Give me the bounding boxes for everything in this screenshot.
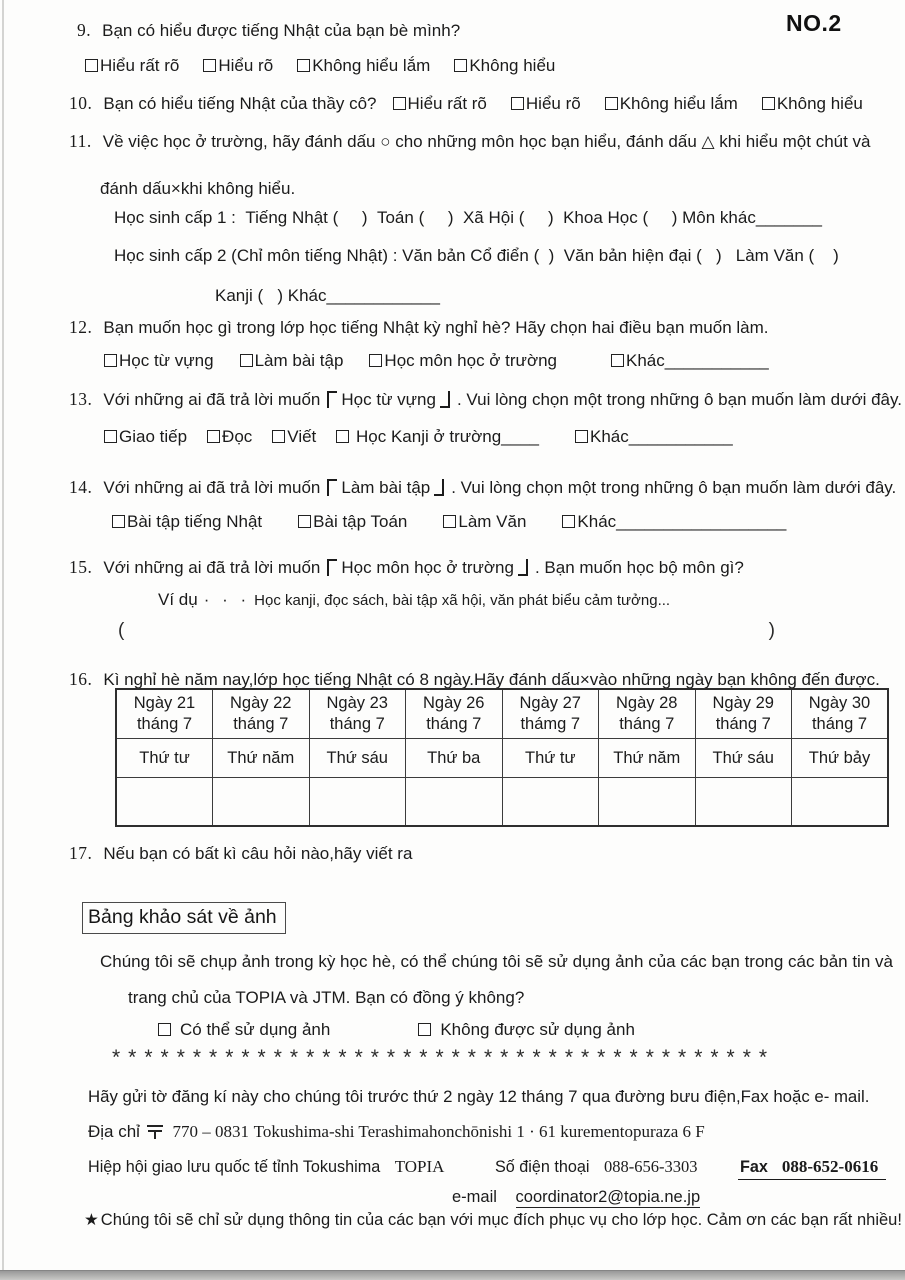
address-label: Địa chỉ bbox=[88, 1122, 140, 1141]
photo-survey-options bbox=[158, 1020, 635, 1040]
schedule-date-cell: Ngày 27 thámg 7 bbox=[502, 689, 599, 739]
street-address: Tokushima-shi Terashimahonchōnishi 1 · 61 kurementopuraza 6 F bbox=[253, 1122, 705, 1141]
question-16-number: 16. bbox=[69, 669, 93, 689]
schedule-mark-cell[interactable] bbox=[309, 778, 406, 827]
organization-name: Hiệp hội giao lưu quốc tế tỉnh Tokushima bbox=[88, 1158, 381, 1176]
example-label: Ví dụ bbox=[158, 590, 198, 609]
question-12-number: 12. bbox=[69, 317, 93, 337]
schedule-date-cell: Ngày 26 tháng 7 bbox=[406, 689, 503, 739]
checkbox-icon[interactable] bbox=[298, 515, 311, 528]
checkbox-label: Hiểu rõ bbox=[525, 94, 581, 113]
question-13-quoted: Học từ vựng bbox=[341, 390, 436, 409]
question-15-text: Với những ai đã trả lời muốn bbox=[103, 558, 321, 577]
star-icon: ★ bbox=[84, 1211, 99, 1229]
submission-text: Hãy gửi tờ đăng kí này cho chúng tôi trước thứ 2 ngày 12 tháng 7 qua đường bưu điện,Fax hoặc e- mail. bbox=[88, 1087, 870, 1106]
question-14-quoted: Làm bài tập bbox=[341, 478, 431, 497]
schedule-mark-cell[interactable] bbox=[406, 778, 503, 827]
question-11-grade1-row[interactable] bbox=[114, 208, 822, 228]
paren-open: ( bbox=[118, 620, 125, 641]
question-9-text: Bạn có hiểu được tiếng Nhật của bạn bè mình? bbox=[102, 21, 461, 40]
question-10-number: 10. bbox=[69, 93, 93, 113]
checkbox-option[interactable] bbox=[575, 427, 733, 447]
question-16-text: Kì nghỉ hè năm nay,lớp học tiếng Nhật có 8 ngày.Hãy đánh dấu×vào những ngày bạn không đến được. bbox=[103, 670, 880, 689]
page-number-label: NO.2 bbox=[786, 10, 842, 36]
schedule-mark-cell[interactable] bbox=[695, 778, 792, 827]
question-13-number: 13. bbox=[69, 389, 93, 409]
asterisk-divider: ***************************************** bbox=[112, 1046, 776, 1069]
submission-instructions bbox=[88, 1087, 869, 1107]
photo-survey-title-box bbox=[82, 902, 286, 934]
checkbox-icon[interactable] bbox=[511, 97, 524, 110]
phone-number: 088-656-3303 bbox=[603, 1157, 698, 1176]
privacy-note bbox=[84, 1210, 902, 1230]
schedule-mark-cell[interactable] bbox=[116, 778, 213, 827]
checkbox-option[interactable] bbox=[336, 427, 539, 447]
schedule-date-cell: Ngày 30 tháng 7 bbox=[792, 689, 889, 739]
schedule-day-cell: Thứ bảy bbox=[792, 739, 889, 778]
checkbox-icon[interactable] bbox=[369, 354, 382, 367]
checkbox-label: Giao tiếp bbox=[119, 427, 188, 446]
ellipsis-dots-icon: · · · bbox=[203, 590, 251, 609]
checkbox-icon[interactable] bbox=[562, 515, 575, 528]
schedule-table bbox=[115, 688, 889, 827]
email-line bbox=[452, 1188, 700, 1207]
checkbox-option[interactable] bbox=[443, 512, 526, 532]
organization-abbr: TOPIA bbox=[394, 1157, 445, 1176]
checkbox-label: Không hiểu lắm bbox=[619, 94, 738, 113]
checkbox-label: Làm bài tập bbox=[254, 351, 344, 370]
checkbox-option[interactable] bbox=[762, 94, 863, 113]
corner-bracket-close-icon bbox=[434, 479, 444, 496]
photo-survey-line2 bbox=[128, 988, 524, 1008]
schedule-date-row bbox=[116, 689, 888, 739]
checkbox-label: Bài tập tiếng Nhật bbox=[127, 512, 263, 531]
question-9 bbox=[77, 20, 460, 41]
schedule-day-cell: Thứ sáu bbox=[695, 739, 792, 778]
fax-number: 088-652-0616 bbox=[781, 1157, 879, 1176]
checkbox-label: Làm Văn bbox=[458, 512, 527, 531]
question-15-quoted: Học môn học ở trường bbox=[341, 558, 514, 577]
checkbox-label: Học từ vựng bbox=[119, 351, 214, 370]
question-9-number: 9. bbox=[77, 20, 92, 40]
schedule-date-cell: Ngày 29 tháng 7 bbox=[695, 689, 792, 739]
schedule-mark-cell[interactable] bbox=[213, 778, 310, 827]
checkbox-option[interactable] bbox=[562, 512, 786, 532]
checkbox-icon[interactable] bbox=[443, 515, 456, 528]
question-11-text: Về việc học ở trường, hãy đánh dấu ○ cho những môn học bạn hiểu, đánh dấu △ khi hiểu một chút và bbox=[102, 132, 871, 151]
fax-group bbox=[738, 1158, 886, 1180]
photo-survey-text2: trang chủ của TOPIA và JTM. Bạn có đồng ý không? bbox=[128, 988, 525, 1007]
question-11-line2 bbox=[100, 179, 295, 199]
example-text: Học kanji, đọc sách, bài tập xã hội, văn phát biểu cảm tưởng... bbox=[254, 592, 671, 609]
checkbox-option[interactable] bbox=[418, 1020, 635, 1040]
question-15-text-after: . Bạn muốn học bộ môn gì? bbox=[534, 558, 744, 577]
corner-bracket-open-icon bbox=[327, 391, 337, 408]
checkbox-icon[interactable] bbox=[85, 59, 98, 72]
schedule-date-cell: Ngày 22 tháng 7 bbox=[213, 689, 310, 739]
question-15-number: 15. bbox=[69, 557, 93, 577]
email-address[interactable]: coordinator2@topia.ne.jp bbox=[515, 1188, 701, 1206]
schedule-day-cell: Thứ năm bbox=[213, 739, 310, 778]
checkbox-option[interactable] bbox=[272, 427, 316, 447]
checkbox-icon[interactable] bbox=[393, 97, 406, 110]
question-16 bbox=[69, 669, 880, 690]
question-13 bbox=[69, 389, 902, 410]
schedule-mark-cell[interactable] bbox=[599, 778, 696, 827]
phone-label: Số điện thoại bbox=[494, 1158, 590, 1176]
question-17 bbox=[69, 843, 412, 864]
checkbox-icon[interactable] bbox=[297, 59, 310, 72]
checkbox-label: Khác___________ bbox=[590, 427, 733, 446]
kanji-other: Kanji ( ) Khác____________ bbox=[215, 286, 440, 305]
checkbox-icon[interactable] bbox=[272, 430, 285, 443]
checkbox-icon[interactable] bbox=[158, 1023, 171, 1036]
checkbox-label: Đọc bbox=[222, 427, 253, 446]
grade2-subjects: Học sinh cấp 2 (Chỉ môn tiếng Nhật) : Văn bản Cổ điển ( ) Văn bản hiện đại ( ) Làm Văn ( ) bbox=[114, 246, 839, 265]
checkbox-label: Bài tập Toán bbox=[313, 512, 408, 531]
corner-bracket-close-icon bbox=[518, 559, 528, 576]
checkbox-option[interactable] bbox=[511, 94, 581, 113]
organization-line bbox=[88, 1157, 886, 1177]
schedule-day-cell: Thứ ba bbox=[406, 739, 503, 778]
checkbox-option[interactable] bbox=[240, 351, 344, 371]
postal-code: 770 – 0831 bbox=[172, 1122, 249, 1141]
checkbox-option[interactable] bbox=[203, 56, 273, 76]
checkbox-option[interactable] bbox=[369, 351, 557, 371]
photo-survey-title: Bảng khảo sát về ảnh bbox=[88, 906, 277, 928]
paren-close: ) bbox=[768, 620, 775, 641]
checkbox-icon[interactable] bbox=[207, 430, 220, 443]
checkbox-option[interactable] bbox=[611, 351, 769, 371]
checkbox-icon[interactable] bbox=[240, 354, 253, 367]
checkbox-option[interactable] bbox=[297, 56, 430, 76]
scan-edge-shadow-bottom bbox=[0, 1270, 905, 1280]
checkbox-option[interactable] bbox=[112, 512, 262, 532]
schedule-date-cell: Ngày 28 tháng 7 bbox=[599, 689, 696, 739]
checkbox-icon[interactable] bbox=[336, 430, 349, 443]
question-12-options bbox=[104, 351, 769, 371]
question-11-number: 11. bbox=[69, 131, 92, 151]
question-14 bbox=[69, 477, 896, 498]
question-11-line1 bbox=[69, 131, 871, 152]
checkbox-icon[interactable] bbox=[611, 354, 624, 367]
checkbox-option[interactable] bbox=[207, 427, 252, 447]
checkbox-option[interactable] bbox=[454, 56, 555, 76]
checkbox-label: Không được sử dụng ảnh bbox=[440, 1020, 635, 1039]
checkbox-icon[interactable] bbox=[104, 354, 117, 367]
question-13-text: Với những ai đã trả lời muốn bbox=[103, 390, 321, 409]
schedule-mark-cell[interactable] bbox=[792, 778, 889, 827]
schedule-date-cell: Ngày 21 tháng 7 bbox=[116, 689, 213, 739]
checkbox-icon[interactable] bbox=[418, 1023, 431, 1036]
checkbox-option[interactable] bbox=[85, 56, 179, 76]
question-13-text-after: . Vui lòng chọn một trong những ô bạn muốn làm dưới đây. bbox=[456, 390, 902, 409]
question-14-text: Với những ai đã trả lời muốn bbox=[103, 478, 321, 497]
corner-bracket-open-icon bbox=[327, 479, 337, 496]
corner-bracket-open-icon bbox=[327, 559, 337, 576]
privacy-note-text: Chúng tôi sẽ chỉ sử dụng thông tin của các bạn với mục đích phục vụ cho lớp học. Cảm ơn các bạn rất nhiều! bbox=[100, 1211, 902, 1229]
question-15-answer-area[interactable] bbox=[118, 620, 775, 642]
checkbox-icon[interactable] bbox=[112, 515, 125, 528]
corner-bracket-close-icon bbox=[440, 391, 450, 408]
checkbox-label: Học Kanji ở trường____ bbox=[351, 427, 539, 446]
question-15 bbox=[69, 557, 744, 578]
checkbox-label: Viết bbox=[287, 427, 317, 446]
question-13-options bbox=[104, 427, 733, 447]
checkbox-icon[interactable] bbox=[454, 59, 467, 72]
checkbox-option[interactable] bbox=[605, 94, 738, 113]
address-line bbox=[88, 1122, 705, 1142]
checkbox-label: Khác___________ bbox=[626, 351, 769, 370]
checkbox-label: Hiểu rõ bbox=[218, 56, 274, 75]
email-label: e-mail bbox=[452, 1188, 497, 1206]
checkbox-icon[interactable] bbox=[762, 97, 775, 110]
question-10-text: Bạn có hiểu tiếng Nhật của thầy cô? bbox=[103, 94, 377, 113]
checkbox-icon[interactable] bbox=[605, 97, 618, 110]
checkbox-option[interactable] bbox=[158, 1020, 330, 1040]
schedule-date-cell: Ngày 23 tháng 7 bbox=[309, 689, 406, 739]
question-11-grade2-row[interactable] bbox=[114, 246, 839, 266]
checkbox-label: Học môn học ở trường bbox=[384, 351, 557, 370]
checkbox-icon[interactable] bbox=[575, 430, 588, 443]
checkbox-label: Hiểu rất rõ bbox=[100, 56, 180, 75]
schedule-day-cell: Thứ sáu bbox=[309, 739, 406, 778]
question-11-kanji-row[interactable] bbox=[215, 286, 440, 306]
schedule-mark-row bbox=[116, 778, 888, 827]
checkbox-icon[interactable] bbox=[203, 59, 216, 72]
question-11-text2: đánh dấu×khi không hiểu. bbox=[100, 179, 296, 198]
question-15-example bbox=[158, 590, 670, 610]
checkbox-option[interactable] bbox=[393, 94, 487, 113]
checkbox-label: Không hiểu bbox=[469, 56, 556, 75]
question-9-options bbox=[85, 56, 555, 76]
photo-survey-line1 bbox=[100, 952, 893, 972]
fax-label: Fax bbox=[739, 1158, 768, 1176]
checkbox-option[interactable] bbox=[104, 427, 187, 447]
checkbox-icon[interactable] bbox=[104, 430, 117, 443]
schedule-day-row bbox=[116, 739, 888, 778]
checkbox-label: Không hiểu bbox=[776, 94, 863, 113]
question-12 bbox=[69, 317, 769, 338]
checkbox-option[interactable] bbox=[298, 512, 407, 532]
question-17-number: 17. bbox=[69, 843, 93, 863]
photo-survey-text1: Chúng tôi sẽ chụp ảnh trong kỳ học hè, có thể chúng tôi sẽ sử dụng ảnh của các bạn trong các bản tin và bbox=[100, 952, 893, 971]
schedule-mark-cell[interactable] bbox=[502, 778, 599, 827]
question-17-text: Nếu bạn có bất kì câu hỏi nào,hãy viết ra bbox=[103, 844, 413, 863]
checkbox-label: Khác__________________ bbox=[577, 512, 787, 531]
schedule-day-cell: Thứ tư bbox=[116, 739, 213, 778]
schedule-day-cell: Thứ tư bbox=[502, 739, 599, 778]
checkbox-label: Không hiểu lắm bbox=[312, 56, 431, 75]
grade1-subjects: Học sinh cấp 1 : Tiếng Nhật ( ) Toán ( ) Xã Hội ( ) Khoa Học ( ) Môn khác_______ bbox=[114, 208, 823, 227]
question-14-options bbox=[112, 512, 786, 532]
checkbox-option[interactable] bbox=[104, 351, 214, 371]
scan-edge-shadow-left bbox=[2, 0, 4, 1280]
postal-mark-icon bbox=[147, 1124, 163, 1139]
schedule-day-cell: Thứ năm bbox=[599, 739, 696, 778]
checkbox-label: Hiểu rất rõ bbox=[407, 94, 487, 113]
checkbox-label: Có thể sử dụng ảnh bbox=[180, 1020, 331, 1039]
question-14-text-after: . Vui lòng chọn một trong những ô bạn muốn làm dưới đây. bbox=[451, 478, 897, 497]
question-12-text: Bạn muốn học gì trong lớp học tiếng Nhật kỳ nghỉ hè? Hãy chọn hai điều bạn muốn làm. bbox=[103, 318, 769, 337]
question-14-number: 14. bbox=[69, 477, 93, 497]
question-10 bbox=[69, 93, 863, 114]
